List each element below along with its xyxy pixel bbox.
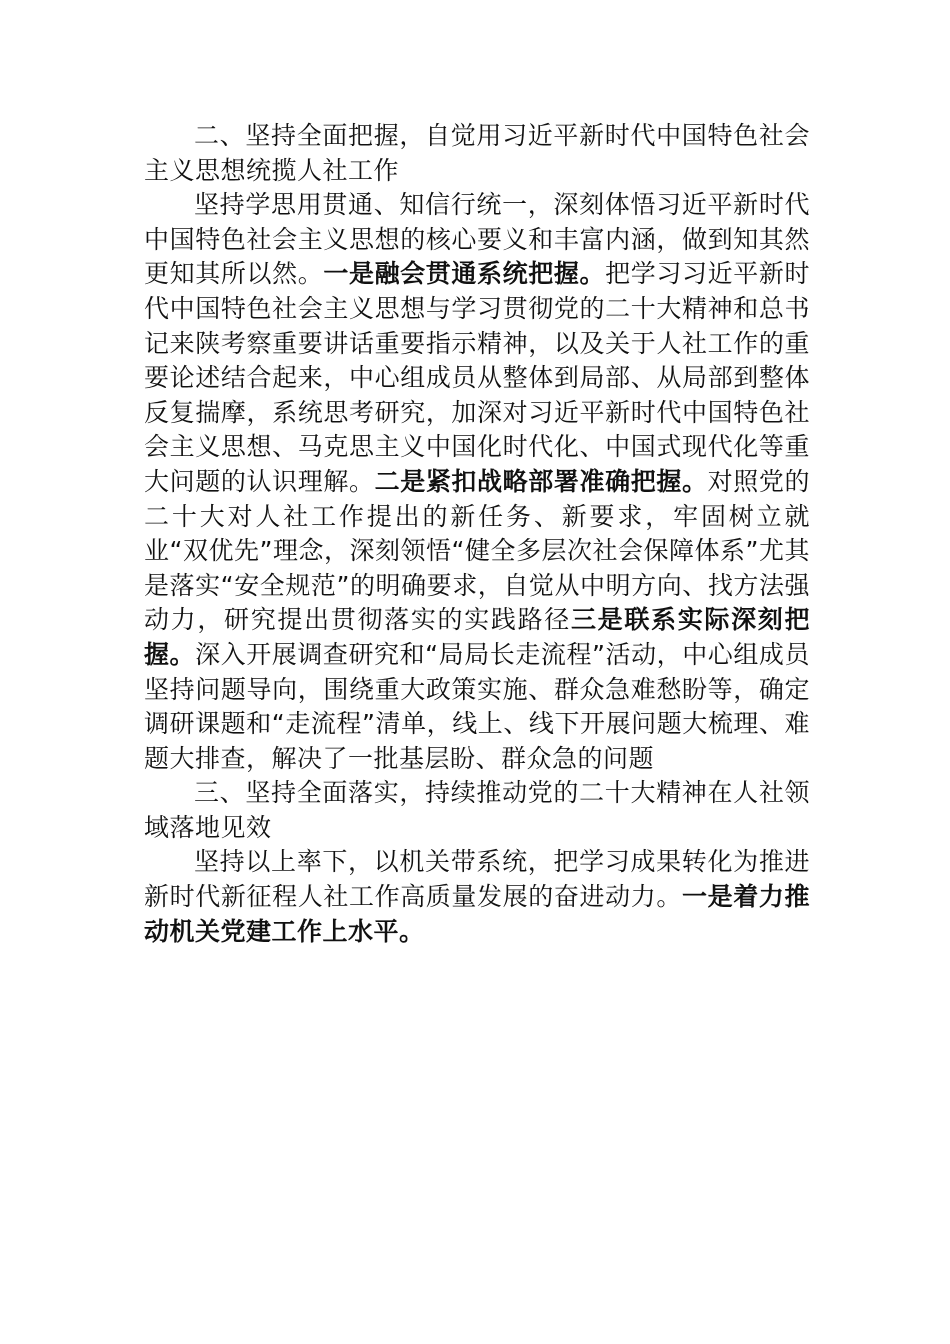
section-2-heading-text: 二、坚持全面把握，自觉用习近平新时代中国特色社会主义思想统揽人社工作 bbox=[144, 121, 810, 185]
section-3-point-1-title: 一是着力推动机关党建工作上水平。 bbox=[144, 882, 810, 946]
section-2-point-1-text: 把学习习近平新时代中国特色社会主义思想与学习贯彻党的二十大精神和总书记来陕考察重要讲话重要指示精神，以及关于人社工作的重要论述结合起来，中心组成员从整体到局部、从局部到整体反复揣摩，系统思考研究，加深对习近平新时代中国特色社会主义思想、马克思主义中国化时代化、中国式现代化等重大问题的认识理解。 bbox=[144, 259, 810, 496]
section-2-paragraph bbox=[144, 188, 810, 776]
section-2-point-1-title: 一是融会贯通系统把握。 bbox=[323, 259, 606, 289]
section-2-point-3-text: 深入开展调查研究和“局局长走流程”活动，中心组成员坚持问题导向，围绕重大政策实施、群众急难愁盼等，确定调研课题和“走流程”清单，线上、线下开展问题大梳理、难题大排查，解决了一批基层盼、群众急的问题 bbox=[144, 639, 810, 773]
section-2-point-2-title: 二是紧扣战略部署准确把握。 bbox=[374, 466, 708, 496]
section-3-paragraph bbox=[144, 845, 810, 949]
section-3-heading-text: 三、坚持全面落实，持续推动党的二十大精神在人社领域落地见效 bbox=[144, 778, 810, 842]
document-body bbox=[144, 119, 810, 949]
section-2-point-2-text: 对照党的二十大对人社工作提出的新任务、新要求，牢固树立就业“双优先”理念，深刻领悟“健全多层次社会保障体系”尤其是落实“安全规范”的明确要求，自觉从中明方向、找方法强动力，研究提出贯彻落实的实践路径 bbox=[144, 466, 810, 635]
section-2-intro: 坚持学思用贯通、知信行统一，深刻体悟习近平新时代中国特色社会主义思想的核心要义和丰富内涵，做到知其然更知其所以然。 bbox=[144, 190, 810, 289]
section-2-heading bbox=[144, 119, 810, 188]
section-2-point-3-title: 三是联系实际深刻把握。 bbox=[144, 605, 810, 669]
section-3-intro: 坚持以上率下，以机关带系统，把学习成果转化为推进新时代新征程人社工作高质量发展的奋进动力。 bbox=[144, 847, 810, 912]
section-3-heading bbox=[144, 776, 810, 845]
